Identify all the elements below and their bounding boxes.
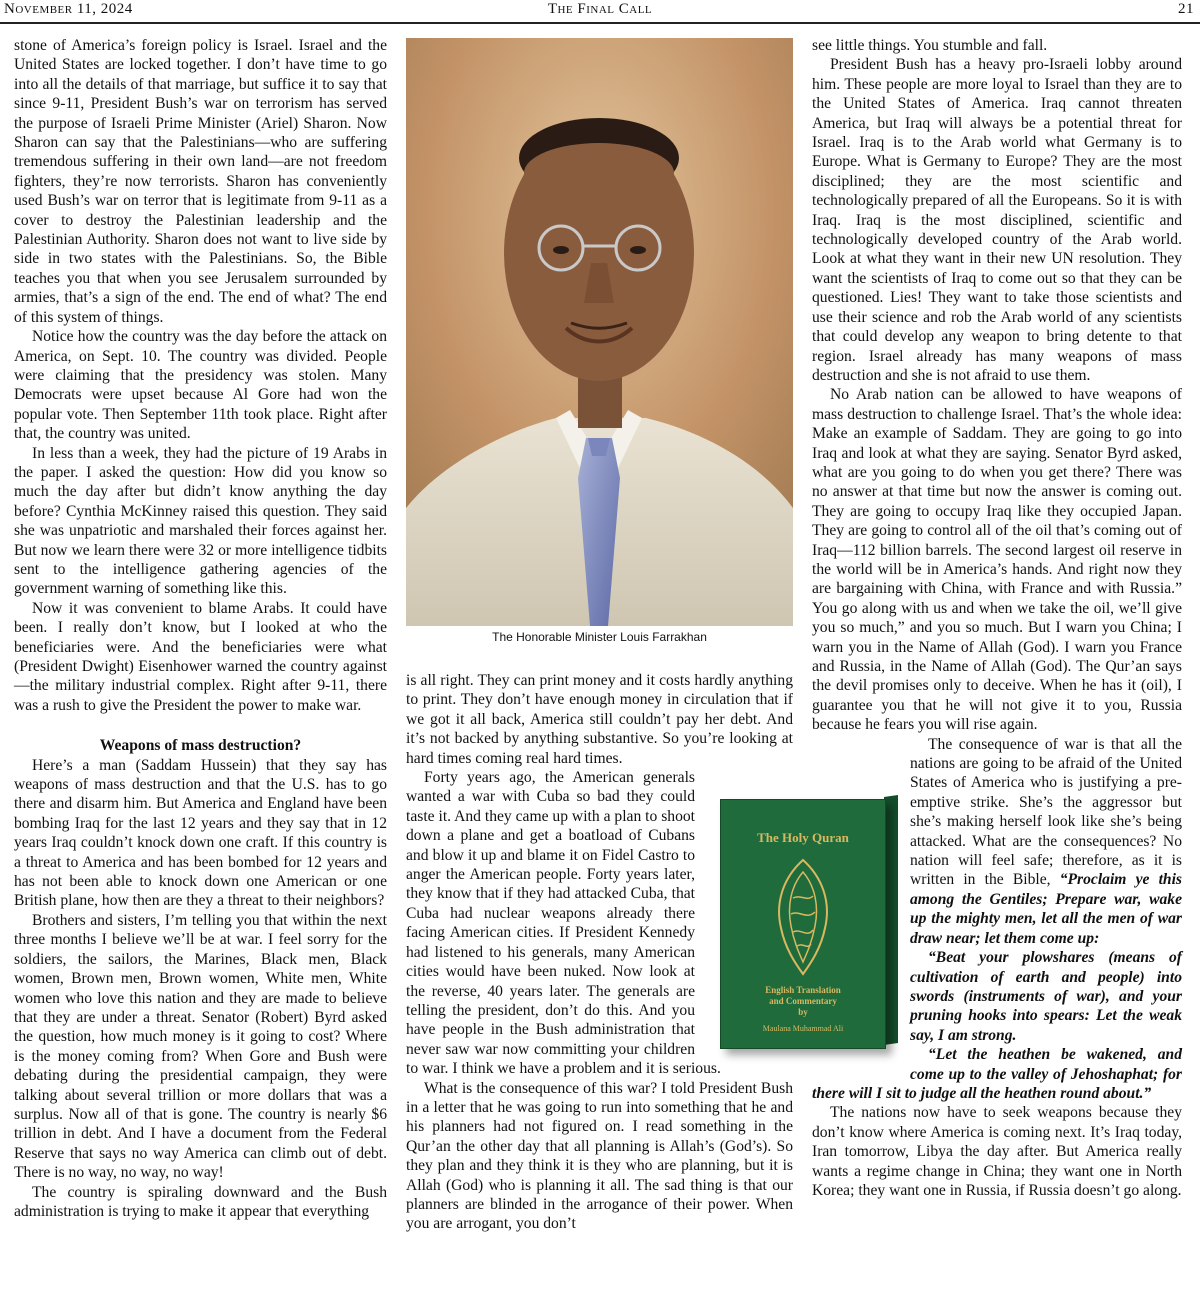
paragraph: stone of America’s foreign policy is Israel. Israel and the United States are locked together. I don’t have time to go into all the details of that marriage, but suffice it to say that since 9-11, President Bush’s war on terrorism has served the purpose of Israeli Prime Minister (Ariel) Sharon. Now Sharon can say that the Palestinians—who are suffering tremendous suffering in their own land—are not freedom fighters, they’re now terrorists. Sharon has conveniently used Bush’s war on terror that is legitimate from 9-11 as a cover to destroy the Palestinian leadership and the Palestinian Authority. Sharon does not want to live side by side in two states with the Palestinians. So, the Bible teaches you that when you see Jerusalem surrounded by armies, that’s a sign of the end. The end of what? The end of this system of things. — [14, 37, 387, 326]
portrait-photo — [406, 38, 793, 626]
book-author: Maulana Muhammad Ali — [762, 1024, 844, 1033]
publication-name: The Final Call — [547, 1, 653, 17]
bible-quote: “Let the heathen be wakened, and come up to the valley of Jehoshaphat; for there will I sit to judge all the heathen round about.” — [812, 1046, 1182, 1102]
article-column-1 — [14, 36, 387, 1221]
article-column-3 — [812, 36, 1182, 1200]
issue-date: November 11, 2024 — [4, 1, 133, 17]
paragraph: In less than a week, they had the picture of 19 Arabs in the paper. I asked the question: How did you know so much the day after but didn’t know anything the day before? Cynthia McKinney raised this question. They said she was unpatriotic and marshaled their forces against her. But now we learn there were 32 or more intelligence tidbits sent to the intelligence gathering agencies of the government warning of something like this. — [14, 444, 387, 598]
page-header — [0, 0, 1200, 24]
paragraph: Now it was convenient to blame Arabs. It could have been. I really don’t know, but I looked at who the beneficiaries were. And the beneficiaries were what (President Dwight) Eisenhower warned the country against—the military industrial complex. Right after 9-11, there was a rush to give the President the power to make war. — [14, 599, 387, 714]
paragraph: What is the consequence of this war? I told President Bush in a letter that he was going to run into something that he and his planners had not figured on. I read something in the Qur’an the other day that all planning is Allah’s (God’s). So they plan and they think it is they who are planning, but it is Allah (God) who is planning it all. The sad thing is that our planners are blinded in the arrogance of their power. When you are arrogant, you don’t — [406, 1079, 793, 1233]
book-float-spacer — [812, 735, 910, 1083]
portrait-illustration — [406, 38, 793, 626]
book-title: The Holy Quran — [757, 830, 849, 845]
paragraph: is all right. They can print money and it costs hardly anything to print. They don’t have enough money in circulation that if we got it all back, America still couldn’t pay her debt. And it’s not backed by anything substantive. So you’re looking at hard times coming real hard times. — [406, 672, 793, 767]
paragraph: Here’s a man (Saddam Hussein) that they say has weapons of mass destruction and that the U.S. has to go there and disarm him. But America and England have been bombing Iraq for the last 12 years and they say that in 12 years Iraq couldn’t knock down one craft. If this country is a threat to America and has been bombed for 12 years and has not been able to knock down one American or one British plane, how then are they a threat to their neighbors? — [14, 756, 387, 910]
bible-quote: “Beat your plowshares (means of cultivation of earth and people) into swords (instruments of war), and your pruning hooks into spears: Let the weak say, I am strong. — [910, 949, 1182, 1044]
book-subtitle-line: by — [798, 1007, 808, 1017]
section-subhead: Weapons of mass destruction? — [99, 737, 302, 755]
paragraph: No Arab nation can be allowed to have weapons of mass destruction to challenge Israel. That’s the whole idea: Make an example of Saddam. They are going to go into Iraq and look at what they are saying. Senator Byrd asked, what are you going to do when you get there? There was no answer at that time but now the answer is coming out. They are going to occupy Iraq like they occupied Japan. They are going to control all of the oil that’s coming out of Iraq—112 billion barrels. The second largest oil reserve in the world will be in America’s hands. And right now they are bargaining with China, with France and with Russia.” You go along with us and when we take the oil, we’ll give you so much,” and you so much. But I warn you China; I warn you in the Name of Allah (God). I warn you France and Russia, in the Name of Allah (God). The Qur’an says the devil promises only to deceive. When he has it (oil), I guarantee you that he will not give it to you, Russia because he fears you will rise again. — [812, 386, 1182, 734]
paragraph: see little things. You stumble and fall. — [812, 37, 1048, 54]
paragraph: President Bush has a heavy pro-Israeli lobby around him. These people are more loyal to Israel than they are to the United States of America. Iraq cannot threaten America, but Iraq will always be a potential threat for Israel. Iraq is to the Arab world what Germany is to Europe. What is Germany to Europe? They are the most disciplined; they are the most scientific and technologically prepared of all the Europeans. So it is with Iraq. Iraq is the most disciplined, scientific and technologically developed country of the Arab world. Look at what they want in their new UN resolution. They want the scientists of Iraq to come out so that they can be questioned. Lies! They want to take those scientists and use their science and rob the Arab world of any scientists that could develop any weapon to bring detente to that region. Israel already has many weapons of mass destruction and she is not afraid to use them. — [812, 56, 1182, 384]
photo-caption: The Honorable Minister Louis Farrakhan — [492, 630, 707, 644]
paragraph: The country is spiraling downward and the Bush administration is trying to make it appear that everything — [14, 1183, 387, 1220]
book-subtitle-line: and Commentary — [769, 996, 837, 1006]
page-number: 21 — [1178, 1, 1194, 17]
bible-quote: “Proclaim ye this among the Gentiles; Prepare war, wake up the mighty men, let all the men of war draw near; let them come up: — [910, 871, 1183, 947]
paragraph: Forty years ago, the American generals wanted a war with Cuba so bad they could taste it. And they came up with a plan to shoot down a plane and get a boatload of Cubans and blow it up and blame it on Fidel Castro to anger the American people. Forty years later, they know that if they had attacked Cuba, that Cuba had nuclear weapons already there facing American cities. If President Kennedy had listened to his generals, many American cities would have been nuked. Now look at the reverse, 40 years later. The generals are telling the president, don’t do this. And you have people in the Bush administration that never saw war now committing your children to war. I think we have a problem and it is serious. — [406, 769, 721, 1078]
paragraph: The nations now have to seek weapons because they don’t know where America is coming next. It’s Iraq today, Iran tomorrow, Libya the day after. But America really wants a regime change in China; they want one in North Korea; they want one in Russia, if Russia doesn’t go along. — [812, 1104, 1182, 1199]
paragraph: Brothers and sisters, I’m telling you that within the next three months I believe we’ll be at war. I feel sorry for the soldiers, the sailors, the Marines, Black men, Black women, Brown men, Brown women, White men, White women who love this nation and they are made to believe that they are under a threat. Senator (Robert) Byrd asked the question, how much money is it going to cost? Where is the money coming from? When Gore and Bush were debating during the presidential campaign, they were talking about several trillion or more dollars that was a surplus. Now all of that is gone. The country is nearly $6 trillion in debt. And I have a document from the Federal Reserve that says no way America can climb out of debt. There is no way, no way, no way! — [14, 911, 387, 1182]
paragraph: Notice how the country was the day before the attack on America, on Sept. 10. The country was divided. People were claiming that the presidency was stolen. Many Democrats were upset because Al Gore had won the popular vote. Then September 11th took place. Right after that, the country was united. — [14, 328, 387, 443]
book-subtitle-line: English Translation — [765, 985, 841, 995]
paragraph-text: The consequence of war is that all the nations are going to be afraid of the United States of America who is justifying a pre-emptive strike. She’s the aggressor but she’s making herself look like she’s being attacked. What are the consequences? No nation will feel safe; therefore, as it is written in the Bible, — [910, 735, 1182, 889]
